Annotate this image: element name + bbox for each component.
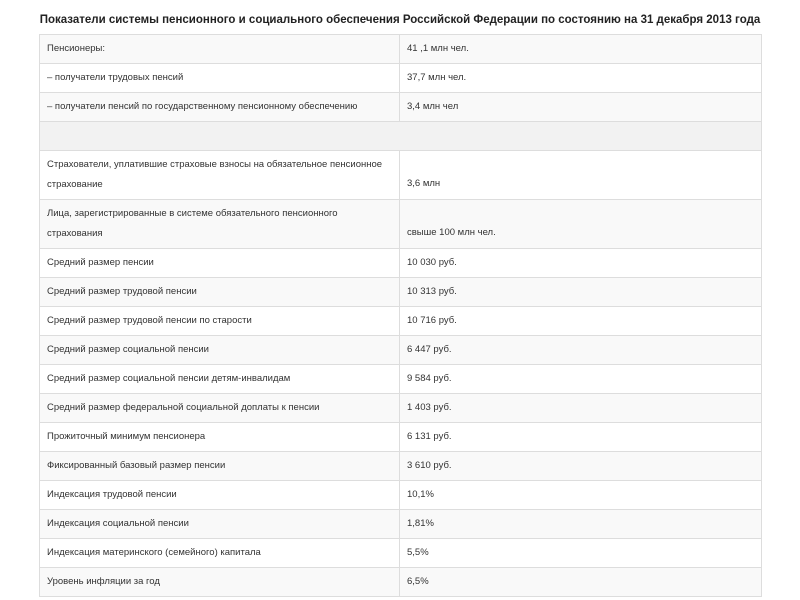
row-label: – получатели пенсий по государственному пенсионному обеспечению: [40, 93, 400, 122]
row-value: 6 447 руб.: [400, 336, 762, 365]
table-row: [40, 481, 762, 510]
table-row: [40, 336, 762, 365]
table-row: [40, 568, 762, 597]
table-row-empty: [40, 122, 762, 151]
row-value: 6 131 руб.: [400, 423, 762, 452]
table-row: [40, 151, 762, 200]
row-value: 10 716 руб.: [400, 307, 762, 336]
row-label: Лица, зарегистрированные в системе обязательного пенсионного страхования: [40, 200, 400, 249]
row-label: Пенсионеры:: [40, 35, 400, 64]
table-row: [40, 539, 762, 568]
page-title: Показатели системы пенсионного и социального обеспечения Российской Федерации по состоянию на 31 декабря 2013 года: [39, 14, 761, 26]
table-row: [40, 452, 762, 481]
row-label: Страхователи, уплатившие страховые взносы на обязательное пенсионное страхование: [40, 151, 400, 200]
row-value: свыше 100 млн чел.: [400, 200, 762, 249]
table-row: [40, 365, 762, 394]
table-row: [40, 200, 762, 249]
row-label: Уровень инфляции за год: [40, 568, 400, 597]
row-label: Фиксированный базовый размер пенсии: [40, 452, 400, 481]
row-value: 37,7 млн чел.: [400, 64, 762, 93]
row-empty-cell: [40, 122, 762, 151]
row-value: 41 ,1 млн чел.: [400, 35, 762, 64]
table-row: [40, 510, 762, 539]
table-row: [40, 35, 762, 64]
row-value: 5,5%: [400, 539, 762, 568]
row-label: Средний размер трудовой пенсии: [40, 278, 400, 307]
row-label: Средний размер федеральной социальной доплаты к пенсии: [40, 394, 400, 423]
row-label: Индексация материнского (семейного) капитала: [40, 539, 400, 568]
row-value: 10 030 руб.: [400, 249, 762, 278]
table-row: [40, 249, 762, 278]
table-row: [40, 423, 762, 452]
row-value: 3,6 млн: [400, 151, 762, 200]
row-label: Индексация социальной пенсии: [40, 510, 400, 539]
pension-indicators-table: [39, 34, 762, 597]
row-value: 10,1%: [400, 481, 762, 510]
table-row: [40, 93, 762, 122]
row-label: Средний размер социальной пенсии детям-инвалидам: [40, 365, 400, 394]
row-value: 1 403 руб.: [400, 394, 762, 423]
row-value: 3,4 млн чел: [400, 93, 762, 122]
row-label: Индексация трудовой пенсии: [40, 481, 400, 510]
row-value: 10 313 руб.: [400, 278, 762, 307]
table-row: [40, 64, 762, 93]
row-label: – получатели трудовых пенсий: [40, 64, 400, 93]
row-label: Средний размер трудовой пенсии по старости: [40, 307, 400, 336]
table-row: [40, 394, 762, 423]
table-row: [40, 278, 762, 307]
row-value: 1,81%: [400, 510, 762, 539]
row-value: 9 584 руб.: [400, 365, 762, 394]
table-row: [40, 307, 762, 336]
row-label: Средний размер пенсии: [40, 249, 400, 278]
row-value: 6,5%: [400, 568, 762, 597]
row-label: Прожиточный минимум пенсионера: [40, 423, 400, 452]
row-label: Средний размер социальной пенсии: [40, 336, 400, 365]
row-value: 3 610 руб.: [400, 452, 762, 481]
